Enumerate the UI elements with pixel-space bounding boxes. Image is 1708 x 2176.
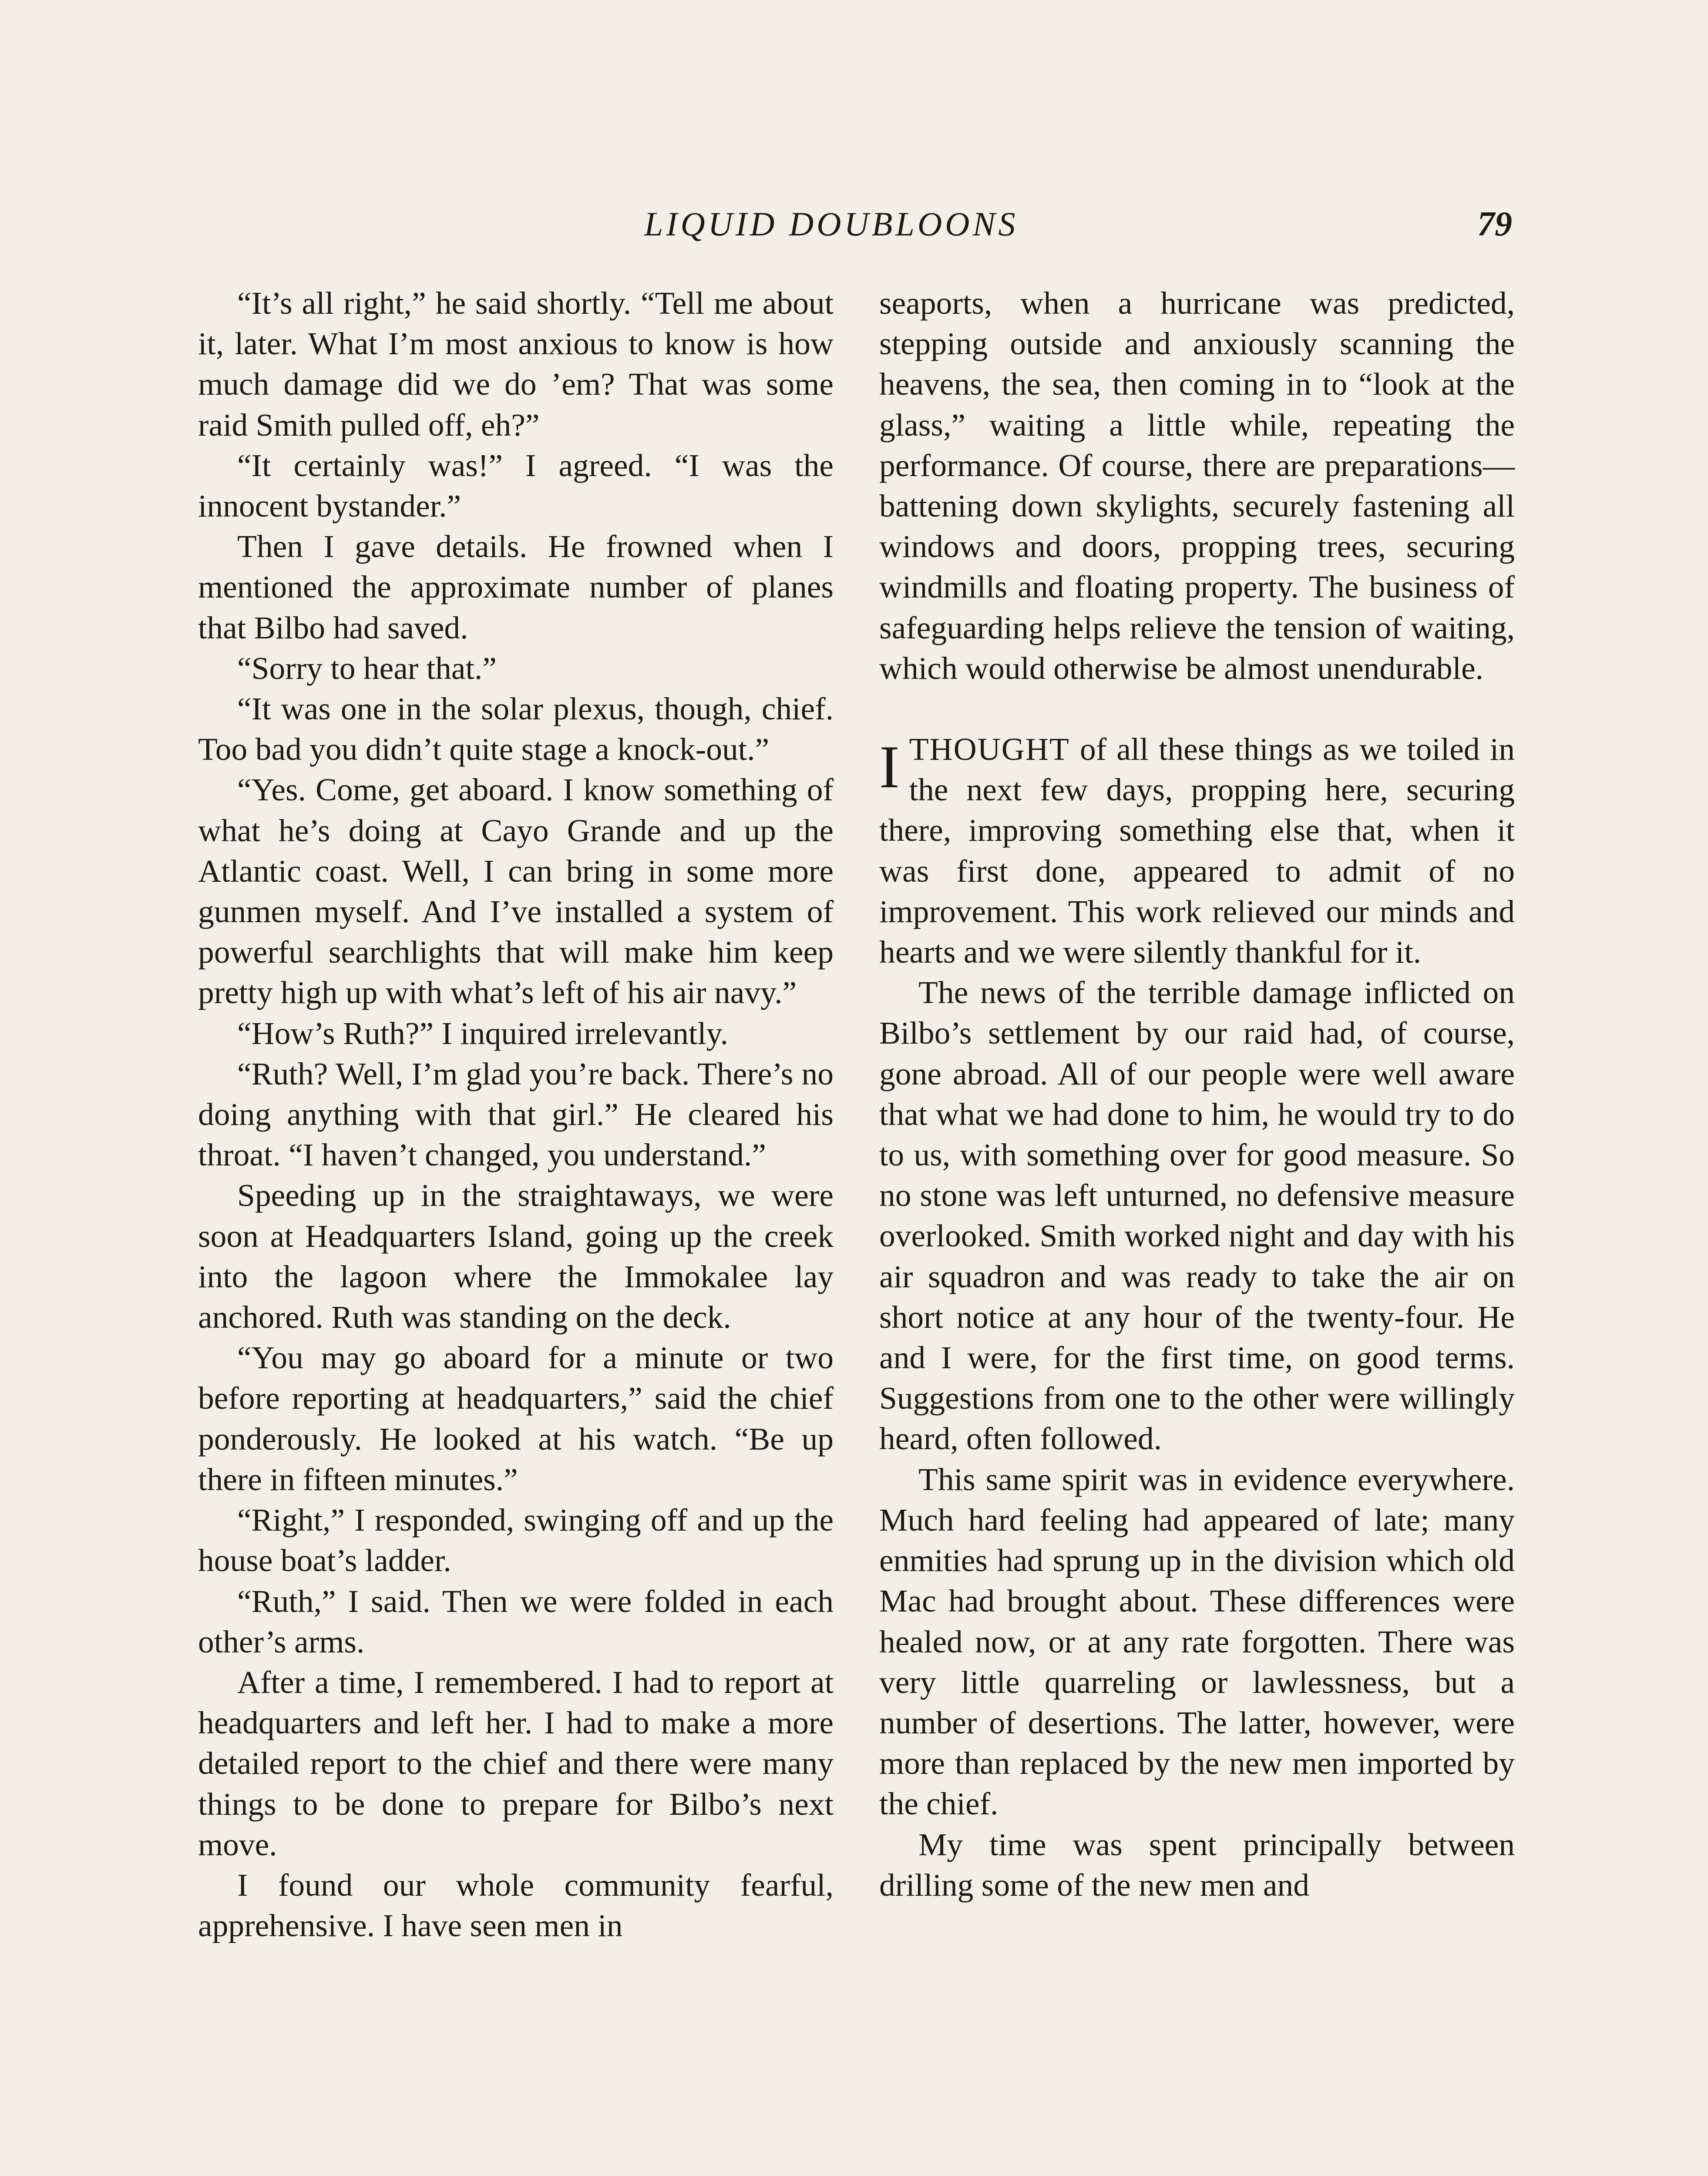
left-column: [198, 283, 834, 1946]
paragraph: After a time, I remembered. I had to report at headquarters and left her. I had to make a more detailed report to the chief and there were many things to be done to prepare for Bilbo’s next move.: [198, 1664, 834, 1862]
section-opening-paragraph: [879, 729, 1515, 972]
paragraph: “Sorry to hear that.”: [237, 650, 497, 686]
section-opening-text: of all these things as we toiled in the next few days, propping here, securing there, improving something else that, when it was first done, appeared to admit of no improvement. This work relieved our minds and hearts and we were silently thankful for it.: [879, 732, 1515, 970]
paragraph: “You may go aboard for a minute or two before reporting at headquarters,” said the chief ponderously. He looked at his watch. “Be up there in fifteen minutes.”: [198, 1340, 834, 1497]
paragraph: Then I gave details. He frowned when I mentioned the approximate number of planes that Bilbo had saved.: [198, 529, 834, 645]
running-title: LIQUID DOUBLOONS: [644, 205, 1019, 243]
paragraph: My time was spent principally between drilling some of the new men and: [879, 1827, 1515, 1903]
paragraph: “Yes. Come, get aboard. I know something of what he’s doing at Cayo Grande and up the Atlantic coast. Well, I can bring in some more gunmen myself. And I’ve installed a system of powerful searchlights that will make him keep pretty high up with what’s left of his air navy.”: [198, 772, 834, 1011]
paragraph: “It certainly was!” I agreed. “I was the innocent bystander.”: [198, 447, 834, 524]
paragraph: “Ruth,” I said. Then we were folded in each other’s arms.: [198, 1583, 834, 1659]
paragraph: “Ruth? Well, I’m glad you’re back. There’s no doing anything with that girl.” He cleared his throat. “I haven’t changed, you understand.”: [198, 1056, 834, 1173]
paragraph: “It’s all right,” he said shortly. “Tell me about it, later. What I’m most anxious to know is how much damage did we do ’em? That was some raid Smith pulled off, eh?”: [198, 285, 834, 443]
paragraph: “It was one in the solar plexus, though, chief. Too bad you didn’t quite stage a knock-out.”: [198, 691, 834, 767]
paragraph: The news of the terrible damage inflicted on Bilbo’s settlement by our raid had, of course, gone abroad. All of our people were well aware that what we had done to him, he would try to do to us, with something over for good measure. So no stone was left unturned, no defensive measure overlooked. Smith worked night and day with his air squadron and was ready to take the air on short notice at any hour of the twenty-four. He and I were, for the first time, on good terms. Suggestions from one to the other were willingly heard, often followed.: [879, 975, 1515, 1457]
paragraph: I found our whole community fearful, apprehensive. I have seen men in: [198, 1867, 834, 1944]
drop-cap: I: [879, 733, 900, 801]
section-break: [879, 688, 1515, 729]
paragraph: Speeding up in the straightaways, we were soon at Headquarters Island, going up the creek into the lagoon where the Immokalee lay anchored. Ruth was standing on the deck.: [198, 1178, 834, 1335]
paragraph: “How’s Ruth?” I inquired irrelevantly.: [237, 1015, 729, 1051]
paragraph: “Right,” I responded, swinging off and up the house boat’s ladder.: [198, 1502, 834, 1578]
continued-paragraph: seaports, when a hurricane was predicted, stepping outside and anxiously scanning the heavens, the sea, then coming in to “look at the glass,” waiting a little while, repeating the performance. Of course, there are preparations—battening down skylights, securely fastening all windows and doors, propping trees, securing windmills and floating property. The business of safeguarding helps relieve the tension of waiting, which would otherwise be almost unendurable.: [879, 285, 1515, 686]
paragraph: This same spirit was in evidence everywhere. Much hard feeling had appeared of late; many enmities had sprung up in the division which old Mac had brought about. These differences were healed now, or at any rate forgotten. There was very little quarreling or lawlessness, but a number of desertions. The latter, however, were more than replaced by the new men imported by the chief.: [879, 1461, 1515, 1822]
page-number: 79: [1477, 205, 1512, 243]
lead-word: THOUGHT: [909, 732, 1070, 767]
right-column: [879, 283, 1515, 1905]
